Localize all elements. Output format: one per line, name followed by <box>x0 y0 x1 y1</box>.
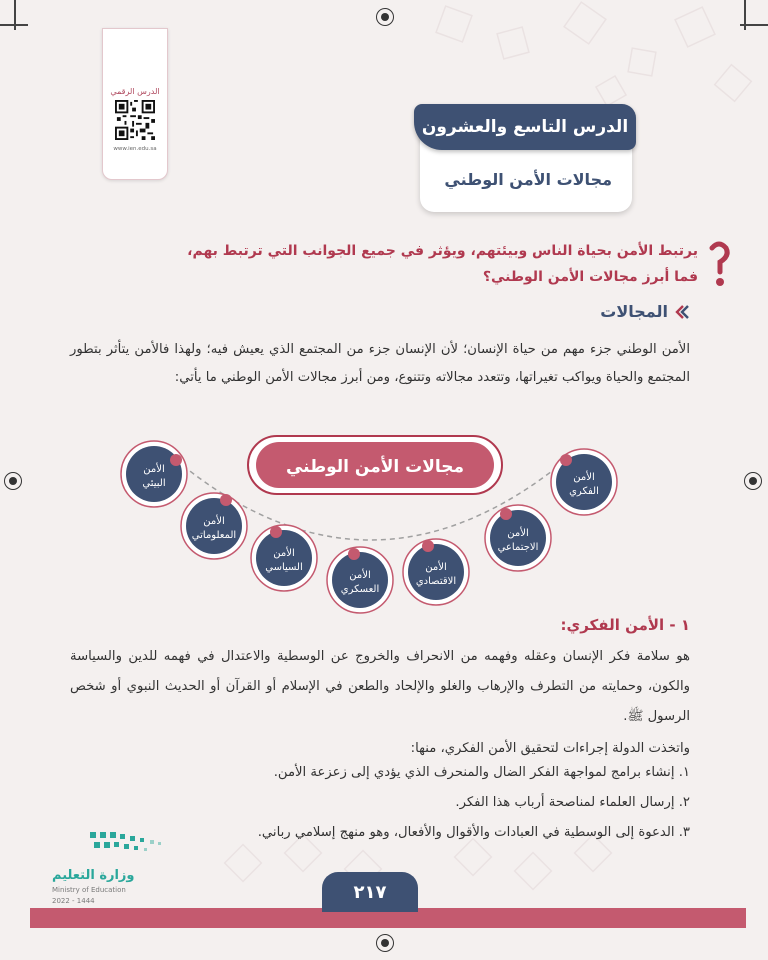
diagram-node <box>181 493 247 559</box>
diagram-node-label: الأمن <box>425 562 447 573</box>
diagram-node-label: الأمن <box>573 472 595 483</box>
list-item: ٢. إرسال العلماء لمناصحة أرباب هذا الفكر. <box>455 795 690 810</box>
security-domains-diagram <box>90 430 650 620</box>
diagram-node-label: الفكري <box>569 486 599 497</box>
question-mark-icon <box>706 240 732 290</box>
intro-line: فما أبرز مجالات الأمن الوطني؟ <box>482 269 698 285</box>
registration-mark-right <box>744 472 762 490</box>
diagram-node-connector <box>560 454 572 466</box>
ministry-year: 2022 - 1444 <box>52 897 95 905</box>
diagram-node-label: الأمن <box>273 548 295 559</box>
diagram-node-connector <box>348 548 360 560</box>
diagram-node-label: العسكري <box>340 584 380 595</box>
diagram-node-label: السياسي <box>265 562 303 573</box>
diagram-node-label: الأمن <box>507 528 529 539</box>
diagram-node-connector <box>220 494 232 506</box>
list-item: ١. إنشاء برامج لمواجهة الفكر الضال والمنحرف الذي يؤدي إلى زعزعة الأمن. <box>273 765 690 780</box>
digital-lesson-qr-card[interactable] <box>102 28 168 180</box>
diagram-node <box>121 441 187 507</box>
diagram-node <box>327 547 393 613</box>
registration-mark-bottom <box>376 934 394 952</box>
lesson-title-box <box>420 108 632 212</box>
diagram-node-connector <box>270 526 282 538</box>
intro-line: يرتبط الأمن بحياة الناس وبيئتهم، ويؤثر في جميع الجوانب التي ترتبط بهم، <box>187 243 698 259</box>
ministry-name-arabic: وزارة التعليم <box>52 868 135 883</box>
subsection-definition: هو سلامة فكر الإنسان وعقله وفهمه من الانحراف والخروج عن الوسطية والاعتدال في فهمه للدين والسياسة والكون، وحمايته من التطرف والإرهاب والغلو والإلحاد والطعن في الإسلام أو القرآن أو الحديث النبوي أو شخص الرسول ﷺ. <box>70 649 690 724</box>
intro-question <box>98 238 698 290</box>
diagram-node-label: الأمن <box>143 464 165 475</box>
qr-label: الدرس الرقمي <box>110 87 160 96</box>
diagram-node-label: الاقتصادي <box>415 576 457 587</box>
qr-code-icon[interactable] <box>115 100 155 140</box>
section-heading-text: المجالات <box>600 302 668 321</box>
list-item: ٣. الدعوة إلى الوسطية في العبادات والأقوال والأفعال، وهو منهج إسلامي رباني. <box>257 825 690 840</box>
diagram-node <box>403 539 469 605</box>
subsection-intro-line: واتخذت الدولة إجراءات لتحقيق الأمن الفكري، منها: <box>410 741 690 756</box>
double-chevron-icon <box>674 305 690 319</box>
diagram-node-connector <box>422 540 434 552</box>
diagram-node-label: الأمن <box>203 516 225 527</box>
diagram-node <box>485 505 551 571</box>
qr-url[interactable]: www.ien.edu.sa <box>113 146 157 152</box>
subsection-heading: ١ - الأمن الفكري: <box>560 616 690 634</box>
crop-mark <box>0 24 28 26</box>
diagram-node-label: الأمن <box>349 570 371 581</box>
diagram-node-connector <box>500 508 512 520</box>
diagram-node-connector <box>170 454 182 466</box>
subsection-paragraph <box>70 642 690 764</box>
background-pattern-top <box>380 0 768 120</box>
diagram-center-label: مجالات الأمن الوطني <box>285 457 465 477</box>
lesson-title: مجالات الأمن الوطني <box>444 170 612 189</box>
page-number: ٢١٧ <box>322 872 418 912</box>
ministry-name-english: Ministry of Education <box>52 886 126 894</box>
lesson-number: الدرس التاسع والعشرون <box>414 104 636 150</box>
registration-mark-left <box>4 472 22 490</box>
diagram-node-label: الاجتماعي <box>497 542 539 553</box>
crop-mark <box>740 24 768 26</box>
registration-mark-top <box>376 8 394 26</box>
diagram-node <box>251 525 317 591</box>
diagram-node-label: البيئي <box>142 478 166 489</box>
section-paragraph: الأمن الوطني جزء مهم من حياة الإنسان؛ لأن الإنسان جزء من المجتمع الذي يعيش فيه؛ ولهذا فالأمن يتأثر بتطور المجتمع والحياة ويواكب تغيراتها، وتتعدد مجالاته وتتنوع، ومن أبرز مجالات الأمن الوطني ما يأتي: <box>70 342 690 385</box>
diagram-center <box>248 436 502 494</box>
diagram-node-label: المعلوماتي <box>191 530 237 541</box>
section-heading <box>600 302 690 321</box>
